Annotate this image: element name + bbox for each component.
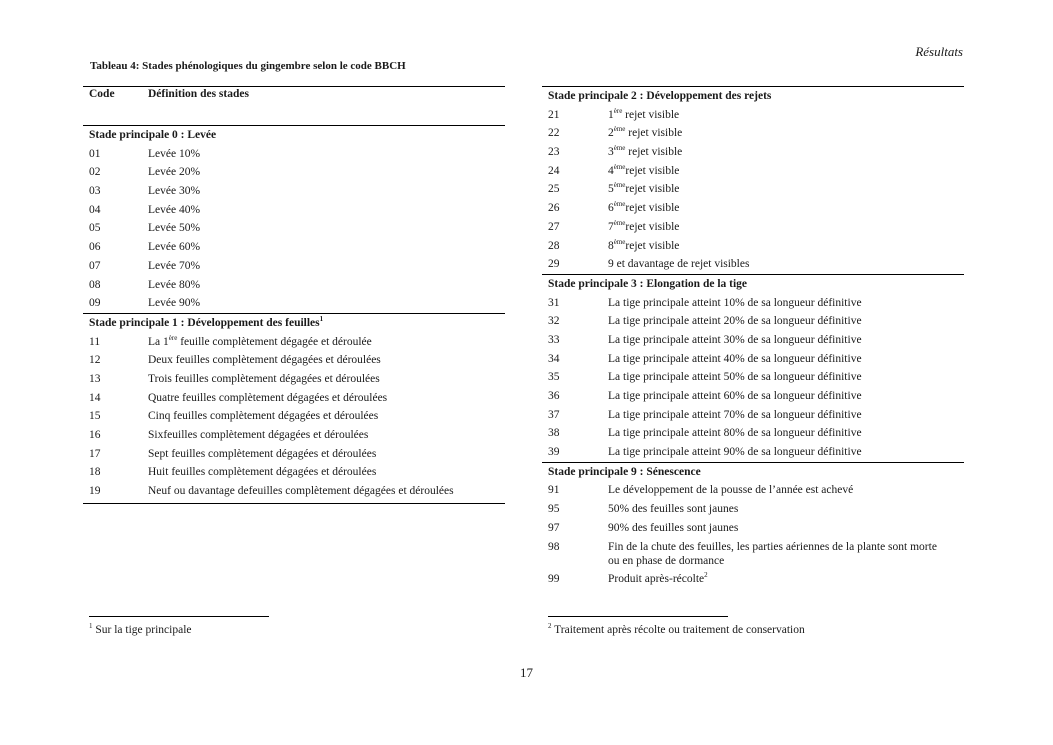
page-number: 17	[520, 665, 533, 680]
table-row	[542, 538, 964, 571]
row-definition	[608, 162, 679, 181]
table-row	[83, 482, 505, 501]
table-row	[542, 571, 964, 587]
row-definition	[608, 218, 679, 237]
table-header-row	[83, 87, 505, 125]
row-definition: Levée 70%	[148, 259, 201, 272]
row-code: 06	[89, 241, 101, 254]
row-code: 33	[548, 333, 560, 346]
table-row	[542, 237, 964, 256]
row-code: 18	[89, 466, 101, 479]
row-definition: 90% des feuilles sont jaunes	[608, 521, 739, 534]
stage-3-rows	[542, 294, 964, 462]
row-definition: La tige principale atteint 70% de sa longueur définitive	[608, 408, 862, 421]
row-code: 13	[89, 372, 101, 385]
footnote-2	[548, 624, 805, 636]
row-definition: Huit feuilles complètement dégagées et déroulées	[148, 466, 377, 479]
row-definition-text: rejet visible	[625, 183, 680, 196]
row-code: 04	[89, 203, 101, 216]
row-code: 28	[548, 239, 560, 252]
row-code: 02	[89, 166, 101, 179]
row-code: 91	[548, 484, 560, 497]
table-row	[542, 162, 964, 181]
row-code: 14	[89, 391, 101, 404]
table-row	[542, 443, 964, 462]
ordinal-sup: ème	[613, 144, 626, 153]
row-definition: Fin de la chute des feuilles, les parties aériennes de la plante sont morte ou en phase de dormance	[608, 540, 937, 567]
table-row	[83, 238, 505, 257]
row-code: 01	[89, 147, 101, 160]
stage-heading-3: Stade principale 3 : Elongation de la tige	[548, 277, 748, 290]
row-code: 19	[89, 485, 101, 498]
row-definition-post: feuille complètement dégagée et déroulée	[177, 335, 372, 348]
table-row	[83, 407, 505, 426]
ordinal-sup: ème	[613, 162, 626, 171]
table-row	[542, 312, 964, 331]
table-title: Tableau 4: Stades phénologiques du gingembre selon le code BBCH	[90, 60, 406, 72]
row-definition: Levée 30%	[148, 185, 201, 198]
ordinal-number: 5	[608, 183, 614, 196]
row-definition-pre: La 1	[148, 335, 169, 348]
row-code: 35	[548, 371, 560, 384]
row-definition: La tige principale atteint 10% de sa longueur définitive	[608, 296, 862, 309]
stage-heading-2: Stade principale 2 : Développement des rejets	[548, 90, 772, 102]
row-definition: La tige principale atteint 80% de sa longueur définitive	[608, 427, 862, 440]
footnote-mark: 1	[89, 622, 93, 630]
footnote-separator	[89, 616, 269, 617]
row-definition	[608, 237, 679, 256]
row-code: 09	[89, 297, 101, 310]
row-code: 98	[548, 540, 560, 553]
row-code: 23	[548, 146, 560, 159]
row-definition-text: Produit après-récolte	[608, 572, 705, 585]
row-definition: La tige principale atteint 20% de sa longueur définitive	[608, 315, 862, 328]
row-definition: Levée 90%	[148, 297, 201, 310]
table-row	[83, 145, 505, 164]
row-definition	[608, 571, 708, 587]
table-row	[83, 333, 505, 352]
row-definition: La tige principale atteint 90% de sa longueur définitive	[608, 446, 862, 459]
ordinal-number: 4	[608, 164, 614, 177]
table-row	[542, 481, 964, 500]
table-row	[83, 351, 505, 370]
table-row	[542, 519, 964, 538]
stage-9-rows	[542, 481, 964, 570]
ordinal-number: 3	[608, 146, 614, 159]
row-code: 17	[89, 447, 101, 460]
row-definition	[608, 124, 682, 143]
column-header-code: Code	[89, 88, 115, 100]
row-code: 36	[548, 390, 560, 402]
row-definition: Levée 40%	[148, 203, 201, 216]
table-row	[542, 199, 964, 218]
stage-heading-9: Stade principale 9 : Sénescence	[548, 465, 701, 478]
stage-2-rows	[542, 106, 964, 256]
table-row	[542, 331, 964, 350]
row-definition: Neuf ou davantage defeuilles complètement dégagées et déroulées	[148, 485, 454, 498]
table-row	[83, 163, 505, 182]
row-code: 38	[548, 427, 560, 440]
footnote-mark: 2	[548, 622, 552, 630]
ordinal-sup: ère	[613, 106, 623, 115]
row-definition: 9 et davantage de rejet visibles	[608, 258, 750, 271]
table-bottom-rule	[83, 503, 505, 504]
row-code: 34	[548, 352, 560, 365]
row-code: 97	[548, 521, 560, 534]
row-definition: Levée 20%	[148, 166, 201, 179]
ordinal-sup: ème	[613, 218, 626, 227]
stage-0-rows	[83, 145, 505, 313]
table-row	[83, 257, 505, 276]
row-code: 31	[548, 296, 560, 309]
stage-heading-1-text: Stade principale 1 : Développement des feuilles	[89, 316, 320, 329]
table-row	[83, 201, 505, 220]
row-definition: Levée 50%	[148, 222, 201, 235]
row-definition: Quatre feuilles complètement dégagées et déroulées	[148, 391, 388, 404]
row-code: 12	[89, 354, 101, 367]
ordinal-sup: ème	[613, 125, 626, 134]
row-code: 29	[548, 258, 560, 271]
row-code: 15	[89, 410, 101, 423]
table-row	[542, 406, 964, 425]
row-code: 16	[89, 429, 101, 441]
table-row	[83, 389, 505, 408]
row-definition: Levée 80%	[148, 278, 201, 291]
running-header: Résultats	[915, 44, 963, 59]
row-definition-text: rejet visible	[625, 202, 680, 215]
table-row	[542, 350, 964, 369]
footnote-separator	[548, 616, 728, 617]
table-row	[83, 426, 505, 445]
stage-heading-1	[83, 314, 505, 333]
footnote-text: Traitement après récolte ou traitement de conservation	[551, 624, 805, 636]
row-definition	[608, 180, 679, 199]
row-definition-text: rejet visible	[625, 220, 680, 233]
table-left-column	[83, 86, 505, 504]
table-row	[83, 276, 505, 295]
footnote-text: Sur la tige principale	[92, 624, 192, 636]
footnote-ref: 1	[319, 314, 324, 323]
table-row	[83, 445, 505, 464]
ordinal-number: 7	[608, 220, 614, 233]
ordinal-sup: ème	[613, 200, 626, 209]
row-definition: Levée 60%	[148, 241, 201, 254]
row-code: 05	[89, 222, 101, 235]
table-row	[83, 182, 505, 201]
footnote-1	[89, 624, 192, 636]
row-code: 21	[548, 108, 560, 121]
row-code: 24	[548, 164, 560, 177]
table-row	[542, 368, 964, 387]
row-definition	[148, 333, 372, 352]
row-definition: 50% des feuilles sont jaunes	[608, 503, 739, 516]
row-definition-text: rejet visible	[625, 146, 683, 159]
ordinal-number: 6	[608, 202, 614, 215]
row-code: 07	[89, 259, 101, 272]
row-code: 27	[548, 220, 560, 233]
table-row	[542, 106, 964, 125]
table-row	[83, 463, 505, 482]
table-row	[542, 124, 964, 143]
table-row	[542, 387, 964, 406]
table-right-column	[542, 86, 964, 587]
row-code: 99	[548, 572, 560, 585]
ordinal-sup: ère	[168, 333, 178, 342]
table-row	[83, 294, 505, 313]
ordinal-sup: ème	[613, 181, 626, 190]
column-header-definition: Définition des stades	[148, 88, 249, 100]
row-definition: Cinq feuilles complètement dégagées et déroulées	[148, 410, 379, 423]
table-row	[542, 424, 964, 443]
row-definition-text: rejet visible	[622, 108, 680, 121]
row-definition	[608, 199, 679, 218]
row-definition-text: rejet visible	[625, 127, 683, 140]
row-definition-text: rejet visible	[625, 239, 680, 252]
table-row	[542, 180, 964, 199]
row-code: 08	[89, 278, 101, 291]
row-definition: La tige principale atteint 60% de sa longueur définitive	[608, 390, 862, 402]
row-code: 26	[548, 202, 560, 215]
row-definition: Deux feuilles complètement dégagées et déroulées	[148, 354, 381, 367]
row-definition: La tige principale atteint 40% de sa longueur définitive	[608, 352, 862, 365]
row-definition: Sept feuilles complètement dégagées et déroulées	[148, 447, 377, 460]
stage-1-rows	[83, 351, 505, 501]
row-code: 22	[548, 127, 560, 140]
row-code: 25	[548, 183, 560, 196]
table-row	[542, 143, 964, 162]
row-code: 39	[548, 446, 560, 459]
row-definition: Le développement de la pousse de l’année est achevé	[608, 484, 854, 497]
row-definition	[608, 143, 682, 162]
row-definition: Levée 10%	[148, 147, 201, 160]
ordinal-number: 2	[608, 127, 614, 140]
table-row	[542, 294, 964, 313]
row-definition: Sixfeuilles complètement dégagées et déroulées	[148, 429, 369, 441]
stage-heading-0: Stade principale 0 : Levée	[89, 129, 217, 141]
row-code: 95	[548, 503, 560, 516]
row-definition: La tige principale atteint 30% de sa longueur définitive	[608, 333, 862, 346]
row-definition-text: rejet visible	[625, 164, 680, 177]
row-code: 11	[89, 335, 101, 348]
ordinal-sup: ème	[613, 237, 626, 246]
table-row	[542, 500, 964, 519]
table-row	[542, 218, 964, 237]
table-row	[542, 255, 964, 274]
row-code: 32	[548, 315, 560, 328]
row-code: 03	[89, 185, 101, 198]
row-definition	[608, 106, 679, 125]
footnote-ref: 2	[704, 570, 708, 579]
ordinal-number: 8	[608, 239, 614, 252]
row-definition: Trois feuilles complètement dégagées et déroulées	[148, 372, 380, 385]
row-code: 37	[548, 408, 560, 421]
row-definition: La tige principale atteint 50% de sa longueur définitive	[608, 371, 862, 384]
ordinal-number: 1	[608, 108, 614, 121]
table-row	[83, 370, 505, 389]
table-row	[83, 219, 505, 238]
